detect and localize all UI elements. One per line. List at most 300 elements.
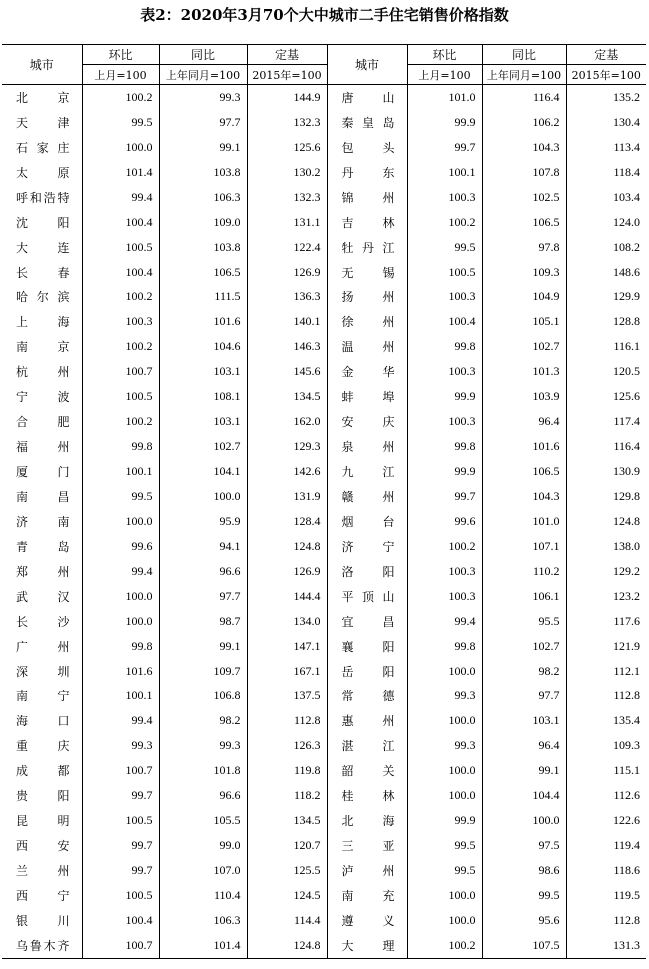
right-yoy-cell: 104.9 (482, 285, 566, 310)
right-yoy-cell: 101.0 (482, 509, 566, 534)
left-yoy-cell: 103.1 (159, 409, 247, 434)
right-mom-cell: 100.1 (407, 160, 482, 185)
right-yoy-cell: 107.1 (482, 534, 566, 559)
left-mom-cell: 99.6 (82, 534, 159, 559)
left-mom-cell: 99.4 (82, 708, 159, 733)
right-mom-cell: 99.7 (407, 135, 482, 160)
left-yoy-cell: 103.8 (159, 160, 247, 185)
left-mom-cell: 99.4 (82, 559, 159, 584)
left-mom-cell: 100.4 (82, 210, 159, 235)
left-base-cell: 140.1 (247, 309, 327, 334)
left-yoy-cell: 111.5 (159, 285, 247, 310)
table-row (2, 260, 646, 285)
header-yoy-sub: 上年同月=100 (159, 65, 247, 85)
left-yoy-cell: 109.7 (159, 659, 247, 684)
right-base-cell: 120.5 (566, 359, 646, 384)
right-mom-cell: 99.8 (407, 434, 482, 459)
table-row (2, 833, 646, 858)
right-base-cell: 124.0 (566, 210, 646, 235)
table-row (2, 609, 646, 634)
right-base-cell: 130.9 (566, 459, 646, 484)
left-base-cell: 130.2 (247, 160, 327, 185)
left-mom-cell: 99.8 (82, 434, 159, 459)
table-row (2, 808, 646, 833)
right-mom-cell: 100.2 (407, 534, 482, 559)
table-row (2, 758, 646, 783)
left-base-cell: 144.9 (247, 85, 327, 110)
left-city-cell: 大连 (16, 240, 70, 255)
right-city-cell: 桂林 (327, 783, 407, 808)
right-mom-cell: 99.5 (407, 858, 482, 883)
left-mom-cell: 100.5 (82, 235, 159, 260)
left-mom-cell: 100.4 (82, 260, 159, 285)
left-yoy-cell: 106.5 (159, 260, 247, 285)
right-city-cell: 宜昌 (327, 609, 407, 634)
right-city-cell: 襄阳 (327, 634, 407, 659)
right-yoy-cell: 95.6 (482, 908, 566, 933)
right-yoy-cell: 102.7 (482, 634, 566, 659)
left-yoy-cell: 96.6 (159, 783, 247, 808)
right-base-cell: 117.4 (566, 409, 646, 434)
left-city-cell: 贵阳 (16, 789, 70, 804)
right-city-cell: 吉林 (327, 210, 407, 235)
table-row (2, 110, 646, 135)
left-base-cell: 134.5 (247, 384, 327, 409)
left-city-cell: 青岛 (16, 539, 70, 554)
table-row (2, 708, 646, 733)
left-mom-cell: 100.2 (82, 409, 159, 434)
table-row (2, 434, 646, 459)
right-mom-cell: 100.2 (407, 210, 482, 235)
left-yoy-cell: 99.1 (159, 135, 247, 160)
right-mom-cell: 99.9 (407, 384, 482, 409)
right-base-cell: 118.4 (566, 160, 646, 185)
left-mom-cell: 100.2 (82, 334, 159, 359)
left-city-cell: 长春 (16, 265, 70, 280)
right-yoy-cell: 110.2 (482, 559, 566, 584)
left-mom-cell: 99.7 (82, 783, 159, 808)
left-city-cell: 合肥 (16, 415, 70, 430)
left-city-cell: 呼和浩特 (16, 190, 70, 205)
right-mom-cell: 99.3 (407, 684, 482, 709)
left-base-cell: 142.6 (247, 459, 327, 484)
left-base-cell: 129.3 (247, 434, 327, 459)
right-city-cell: 湛江 (327, 733, 407, 758)
table-row (2, 634, 646, 659)
left-city-cell: 北京 (16, 90, 70, 105)
left-base-cell: 144.4 (247, 584, 327, 609)
left-yoy-cell: 105.5 (159, 808, 247, 833)
header-mom-sub: 上月=100 (82, 65, 159, 85)
left-base-cell: 128.4 (247, 509, 327, 534)
right-base-cell: 124.8 (566, 509, 646, 534)
right-city-cell: 包头 (327, 135, 407, 160)
right-city-cell: 秦皇岛 (327, 110, 407, 135)
table-row (2, 359, 646, 384)
left-city-cell: 重庆 (16, 739, 70, 754)
right-mom-cell: 100.0 (407, 708, 482, 733)
left-yoy-cell: 94.1 (159, 534, 247, 559)
left-base-cell: 114.4 (247, 908, 327, 933)
right-mom-cell: 100.0 (407, 783, 482, 808)
left-yoy-cell: 101.4 (159, 933, 247, 958)
left-mom-cell: 99.4 (82, 185, 159, 210)
right-city-cell: 蚌埠 (327, 384, 407, 409)
right-base-cell: 109.3 (566, 733, 646, 758)
right-yoy-cell: 95.5 (482, 609, 566, 634)
table-row (2, 908, 646, 933)
right-yoy-cell: 102.7 (482, 334, 566, 359)
left-mom-cell: 100.7 (82, 359, 159, 384)
left-mom-cell: 100.7 (82, 758, 159, 783)
left-base-cell: 131.1 (247, 210, 327, 235)
right-base-cell: 125.6 (566, 384, 646, 409)
left-city-cell: 乌鲁木齐 (2, 933, 82, 958)
right-yoy-cell: 107.8 (482, 160, 566, 185)
right-mom-cell: 100.0 (407, 659, 482, 684)
left-base-cell: 167.1 (247, 659, 327, 684)
right-yoy-cell: 104.4 (482, 783, 566, 808)
left-city-cell: 上海 (16, 315, 70, 330)
left-yoy-cell: 106.3 (159, 185, 247, 210)
right-mom-cell: 100.5 (407, 260, 482, 285)
right-yoy-cell: 106.2 (482, 110, 566, 135)
left-base-cell: 125.6 (247, 135, 327, 160)
right-city-cell: 韶关 (327, 758, 407, 783)
table-row (2, 858, 646, 883)
left-yoy-cell: 100.0 (159, 484, 247, 509)
right-city-cell: 泸州 (327, 858, 407, 883)
left-city-cell: 南宁 (16, 689, 70, 704)
right-mom-cell: 100.3 (407, 359, 482, 384)
left-base-cell: 126.9 (247, 559, 327, 584)
left-yoy-cell: 109.0 (159, 210, 247, 235)
right-yoy-cell: 101.6 (482, 434, 566, 459)
left-mom-cell: 100.7 (82, 933, 159, 958)
right-base-cell: 118.6 (566, 858, 646, 883)
right-mom-cell: 100.3 (407, 584, 482, 609)
table-row (2, 409, 646, 434)
right-mom-cell: 99.9 (407, 808, 482, 833)
left-base-cell: 134.0 (247, 609, 327, 634)
left-city-cell: 福州 (16, 440, 70, 455)
left-city-cell: 哈尔滨 (16, 290, 70, 305)
left-base-cell: 134.5 (247, 808, 327, 833)
table-row (2, 160, 646, 185)
right-yoy-cell: 99.5 (482, 883, 566, 908)
right-base-cell: 130.4 (566, 110, 646, 135)
header-yoy-sub-right: 上年同月=100 (482, 65, 566, 85)
left-mom-cell: 100.0 (82, 509, 159, 534)
left-city-cell: 深圳 (16, 664, 70, 679)
right-city-cell: 赣州 (327, 484, 407, 509)
right-base-cell: 103.4 (566, 185, 646, 210)
right-base-cell: 112.1 (566, 659, 646, 684)
right-base-cell: 112.6 (566, 783, 646, 808)
left-yoy-cell: 101.8 (159, 758, 247, 783)
right-mom-cell: 99.6 (407, 509, 482, 534)
right-city-cell: 安庆 (327, 409, 407, 434)
header-mom: 环比 (82, 45, 159, 65)
left-mom-cell: 99.5 (82, 484, 159, 509)
left-city-cell: 昆明 (16, 814, 70, 829)
right-yoy-cell: 104.3 (482, 484, 566, 509)
right-yoy-cell: 105.1 (482, 309, 566, 334)
right-base-cell: 129.8 (566, 484, 646, 509)
right-base-cell: 128.8 (566, 309, 646, 334)
right-city-cell: 常德 (327, 684, 407, 709)
right-city-cell: 岳阳 (327, 659, 407, 684)
left-mom-cell: 100.3 (82, 309, 159, 334)
left-city-cell: 西宁 (16, 888, 70, 903)
right-base-cell: 121.9 (566, 634, 646, 659)
left-mom-cell: 101.6 (82, 659, 159, 684)
table-row (2, 733, 646, 758)
right-mom-cell: 100.4 (407, 309, 482, 334)
right-yoy-cell: 106.5 (482, 459, 566, 484)
left-city-cell: 南京 (16, 340, 70, 355)
left-mom-cell: 100.0 (82, 135, 159, 160)
left-city-cell: 海口 (16, 714, 70, 729)
left-mom-cell: 99.5 (82, 110, 159, 135)
right-yoy-cell: 107.5 (482, 933, 566, 958)
right-base-cell: 108.2 (566, 235, 646, 260)
right-city-cell: 三亚 (327, 833, 407, 858)
right-base-cell: 129.2 (566, 559, 646, 584)
right-base-cell: 138.0 (566, 534, 646, 559)
left-yoy-cell: 97.7 (159, 110, 247, 135)
right-base-cell: 112.8 (566, 684, 646, 709)
header-mom-sub-right: 上月=100 (407, 65, 482, 85)
header-base-sub-right: 2015年=100 (566, 65, 646, 85)
right-base-cell: 129.9 (566, 285, 646, 310)
table-body (2, 85, 646, 959)
header-mom-right: 环比 (407, 45, 482, 65)
table-row (2, 210, 646, 235)
left-yoy-cell: 98.7 (159, 609, 247, 634)
left-city-cell: 宁波 (16, 390, 70, 405)
table-row (2, 783, 646, 808)
header-base-sub: 2015年=100 (247, 65, 327, 85)
left-base-cell: 125.5 (247, 858, 327, 883)
left-city-cell: 武汉 (16, 589, 70, 604)
left-base-cell: 119.8 (247, 758, 327, 783)
left-city-cell: 石家庄 (16, 140, 70, 155)
right-city-cell: 锦州 (327, 185, 407, 210)
right-city-cell: 徐州 (327, 309, 407, 334)
right-mom-cell: 100.3 (407, 559, 482, 584)
right-city-cell: 金华 (327, 359, 407, 384)
left-yoy-cell: 99.3 (159, 733, 247, 758)
right-city-cell: 洛阳 (327, 559, 407, 584)
right-base-cell: 148.6 (566, 260, 646, 285)
right-base-cell: 115.1 (566, 758, 646, 783)
right-mom-cell: 100.3 (407, 185, 482, 210)
left-city-cell: 沈阳 (16, 215, 70, 230)
right-base-cell: 112.8 (566, 908, 646, 933)
left-mom-cell: 100.0 (82, 584, 159, 609)
right-city-cell: 大理 (327, 933, 407, 958)
right-city-cell: 无锡 (327, 260, 407, 285)
right-yoy-cell: 97.5 (482, 833, 566, 858)
left-base-cell: 146.3 (247, 334, 327, 359)
left-mom-cell: 99.8 (82, 634, 159, 659)
right-city-cell: 济宁 (327, 534, 407, 559)
left-mom-cell: 100.0 (82, 609, 159, 634)
right-mom-cell: 99.3 (407, 733, 482, 758)
right-yoy-cell: 103.1 (482, 708, 566, 733)
right-mom-cell: 99.8 (407, 634, 482, 659)
right-base-cell: 116.1 (566, 334, 646, 359)
right-base-cell: 117.6 (566, 609, 646, 634)
header-base-right: 定基 (566, 45, 646, 65)
left-city-cell: 南昌 (16, 489, 70, 504)
header-city: 城市 (2, 45, 82, 85)
table-title: 表2：2020年3月70个大中城市二手住宅销售价格指数 (140, 6, 509, 24)
table-row (2, 584, 646, 609)
left-city-cell: 郑州 (16, 564, 70, 579)
left-mom-cell: 101.4 (82, 160, 159, 185)
right-city-cell: 惠州 (327, 708, 407, 733)
left-base-cell: 131.9 (247, 484, 327, 509)
left-city-cell: 天津 (16, 115, 70, 130)
left-base-cell: 126.3 (247, 733, 327, 758)
left-base-cell: 120.7 (247, 833, 327, 858)
table-row (2, 933, 646, 958)
left-base-cell: 136.3 (247, 285, 327, 310)
left-base-cell: 124.8 (247, 933, 327, 958)
table-row (2, 334, 646, 359)
table-row (2, 684, 646, 709)
right-yoy-cell: 109.3 (482, 260, 566, 285)
right-mom-cell: 99.7 (407, 484, 482, 509)
left-yoy-cell: 96.6 (159, 559, 247, 584)
right-city-cell: 平顶山 (327, 584, 407, 609)
right-yoy-cell: 116.4 (482, 85, 566, 110)
left-yoy-cell: 99.0 (159, 833, 247, 858)
right-mom-cell: 100.0 (407, 908, 482, 933)
left-mom-cell: 99.3 (82, 733, 159, 758)
left-base-cell: 162.0 (247, 409, 327, 434)
right-mom-cell: 100.3 (407, 285, 482, 310)
left-base-cell: 122.4 (247, 235, 327, 260)
left-mom-cell: 100.5 (82, 808, 159, 833)
right-city-cell: 牡丹江 (327, 235, 407, 260)
right-mom-cell: 99.4 (407, 609, 482, 634)
right-city-cell: 泉州 (327, 434, 407, 459)
table-row (2, 484, 646, 509)
left-yoy-cell: 106.3 (159, 908, 247, 933)
right-yoy-cell: 104.3 (482, 135, 566, 160)
left-mom-cell: 100.1 (82, 459, 159, 484)
left-yoy-cell: 97.7 (159, 584, 247, 609)
right-yoy-cell: 106.1 (482, 584, 566, 609)
table-row (2, 534, 646, 559)
left-mom-cell: 99.7 (82, 833, 159, 858)
right-yoy-cell: 99.1 (482, 758, 566, 783)
right-city-cell: 扬州 (327, 285, 407, 310)
left-yoy-cell: 103.1 (159, 359, 247, 384)
right-city-cell: 九江 (327, 459, 407, 484)
table-row (2, 559, 646, 584)
header-yoy: 同比 (159, 45, 247, 65)
right-yoy-cell: 101.3 (482, 359, 566, 384)
left-mom-cell: 100.5 (82, 883, 159, 908)
right-mom-cell: 99.5 (407, 833, 482, 858)
table-row (2, 309, 646, 334)
left-base-cell: 126.9 (247, 260, 327, 285)
left-city-cell: 成都 (16, 764, 70, 779)
left-city-cell: 兰州 (16, 864, 70, 879)
right-base-cell: 123.2 (566, 584, 646, 609)
left-mom-cell: 100.2 (82, 285, 159, 310)
right-yoy-cell: 96.4 (482, 409, 566, 434)
table-row (2, 459, 646, 484)
left-yoy-cell: 106.8 (159, 684, 247, 709)
left-yoy-cell: 99.1 (159, 634, 247, 659)
right-mom-cell: 100.0 (407, 758, 482, 783)
left-yoy-cell: 103.8 (159, 235, 247, 260)
right-base-cell: 119.5 (566, 883, 646, 908)
left-yoy-cell: 104.6 (159, 334, 247, 359)
right-yoy-cell: 97.7 (482, 684, 566, 709)
right-base-cell: 113.4 (566, 135, 646, 160)
right-yoy-cell: 100.0 (482, 808, 566, 833)
left-yoy-cell: 98.2 (159, 708, 247, 733)
right-mom-cell: 100.0 (407, 883, 482, 908)
left-yoy-cell: 101.6 (159, 309, 247, 334)
right-mom-cell: 99.8 (407, 334, 482, 359)
right-city-cell: 南充 (327, 883, 407, 908)
left-mom-cell: 100.4 (82, 908, 159, 933)
left-yoy-cell: 99.3 (159, 85, 247, 110)
right-base-cell: 116.4 (566, 434, 646, 459)
left-base-cell: 145.6 (247, 359, 327, 384)
left-mom-cell: 100.2 (82, 85, 159, 110)
header-yoy-right: 同比 (482, 45, 566, 65)
left-base-cell: 124.8 (247, 534, 327, 559)
right-base-cell: 119.4 (566, 833, 646, 858)
right-city-cell: 烟台 (327, 509, 407, 534)
table-row (2, 185, 646, 210)
right-yoy-cell: 106.5 (482, 210, 566, 235)
right-city-cell: 唐山 (327, 85, 407, 110)
header-base: 定基 (247, 45, 327, 65)
table-row (2, 509, 646, 534)
right-city-cell: 遵义 (327, 908, 407, 933)
table-row (2, 285, 646, 310)
price-index-table (2, 44, 646, 959)
table-row (2, 135, 646, 160)
left-city-cell: 杭州 (16, 365, 70, 380)
left-city-cell: 太原 (16, 165, 70, 180)
left-mom-cell: 100.5 (82, 384, 159, 409)
left-base-cell: 118.2 (247, 783, 327, 808)
right-mom-cell: 99.9 (407, 110, 482, 135)
right-yoy-cell: 103.9 (482, 384, 566, 409)
left-yoy-cell: 108.1 (159, 384, 247, 409)
right-yoy-cell: 102.5 (482, 185, 566, 210)
right-base-cell: 131.3 (566, 933, 646, 958)
right-base-cell: 135.4 (566, 708, 646, 733)
right-mom-cell: 99.5 (407, 235, 482, 260)
table-row (2, 85, 646, 110)
right-city-cell: 温州 (327, 334, 407, 359)
left-city-cell: 长沙 (16, 614, 70, 629)
left-base-cell: 137.5 (247, 684, 327, 709)
right-base-cell: 122.6 (566, 808, 646, 833)
left-yoy-cell: 104.1 (159, 459, 247, 484)
